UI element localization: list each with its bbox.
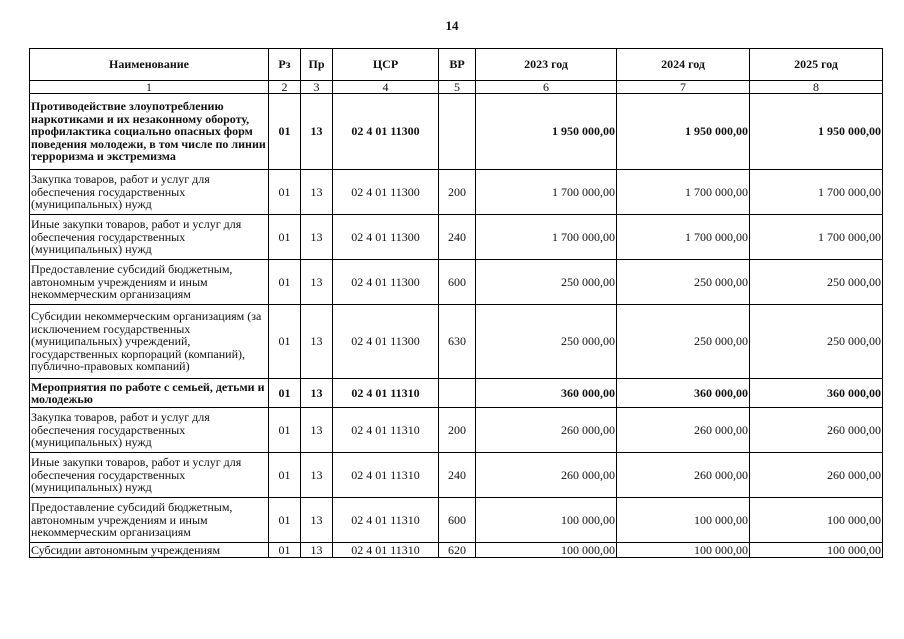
row-amount-2023: 260 000,00: [476, 408, 617, 453]
row-amount-2024: 1 700 000,00: [617, 215, 750, 260]
row-amount-2024: 260 000,00: [617, 453, 750, 498]
row-csr: 02 4 01 11310: [333, 408, 439, 453]
table-row: [30, 453, 883, 498]
table-row: [30, 170, 883, 215]
row-vr: 200: [439, 408, 476, 453]
row-rz: 01: [269, 305, 301, 379]
row-pr: 13: [301, 170, 333, 215]
row-rz: 01: [269, 543, 301, 558]
row-vr: 600: [439, 260, 476, 305]
table-row: [30, 260, 883, 305]
row-amount-2024: 250 000,00: [617, 260, 750, 305]
column-header-csr: ЦСР: [333, 49, 439, 81]
row-amount-2025: 360 000,00: [750, 379, 883, 408]
row-amount-2023: 1 950 000,00: [476, 94, 617, 170]
table-row: [30, 305, 883, 379]
row-csr: 02 4 01 11310: [333, 453, 439, 498]
column-number: 6: [476, 81, 617, 94]
column-number: 5: [439, 81, 476, 94]
row-amount-2023: 260 000,00: [476, 453, 617, 498]
row-vr: 240: [439, 215, 476, 260]
table-row: [30, 408, 883, 453]
row-amount-2023: 250 000,00: [476, 260, 617, 305]
row-name: Предоставление субсидий бюджетным, автономным учреждениям и иным некоммерческим организациям: [30, 260, 269, 305]
row-csr: 02 4 01 11300: [333, 305, 439, 379]
row-rz: 01: [269, 94, 301, 170]
row-amount-2025: 250 000,00: [750, 260, 883, 305]
column-header-2023: 2023 год: [476, 49, 617, 81]
row-amount-2024: 260 000,00: [617, 408, 750, 453]
row-name: Иные закупки товаров, работ и услуг для обеспечения государственных (муниципальных) нужд: [30, 215, 269, 260]
row-amount-2023: 100 000,00: [476, 543, 617, 558]
table-row: [30, 498, 883, 543]
row-csr: 02 4 01 11310: [333, 498, 439, 543]
row-amount-2025: 1 700 000,00: [750, 170, 883, 215]
row-amount-2025: 250 000,00: [750, 305, 883, 379]
row-amount-2025: 100 000,00: [750, 498, 883, 543]
column-header-rz: Рз: [269, 49, 301, 81]
row-vr: 600: [439, 498, 476, 543]
budget-table: [29, 48, 883, 558]
row-amount-2024: 100 000,00: [617, 543, 750, 558]
row-name: Предоставление субсидий бюджетным, автономным учреждениям и иным некоммерческим организациям: [30, 498, 269, 543]
row-rz: 01: [269, 498, 301, 543]
row-name: Иные закупки товаров, работ и услуг для обеспечения государственных (муниципальных) нужд: [30, 453, 269, 498]
row-vr: 240: [439, 453, 476, 498]
row-pr: 13: [301, 408, 333, 453]
column-header-pr: Пр: [301, 49, 333, 81]
row-rz: 01: [269, 379, 301, 408]
row-pr: 13: [301, 379, 333, 408]
column-number: 4: [333, 81, 439, 94]
row-name: Противодействие злоупотреблению наркотиками и их незаконному обороту, профилактика социально опасных форм поведения молодежи, в том числе по линии терроризма и экстремизма: [30, 94, 269, 170]
column-number: 7: [617, 81, 750, 94]
row-rz: 01: [269, 170, 301, 215]
row-vr: 620: [439, 543, 476, 558]
row-name: Субсидии автономным учреждениям: [30, 543, 269, 558]
column-header-2025: 2025 год: [750, 49, 883, 81]
row-vr: 200: [439, 170, 476, 215]
row-vr: 630: [439, 305, 476, 379]
row-csr: 02 4 01 11310: [333, 379, 439, 408]
column-header-name: Наименование: [30, 49, 269, 81]
row-csr: 02 4 01 11300: [333, 170, 439, 215]
row-csr: 02 4 01 11310: [333, 543, 439, 558]
row-amount-2025: 1 700 000,00: [750, 215, 883, 260]
row-rz: 01: [269, 260, 301, 305]
row-name: Субсидии некоммерческим организациям (за исключением государственных (муниципальных) учреждений, государственных корпораций (компаний), публично-правовых компаний): [30, 305, 269, 379]
table-row: [30, 215, 883, 260]
column-header-vr: ВР: [439, 49, 476, 81]
row-amount-2025: 100 000,00: [750, 543, 883, 558]
row-rz: 01: [269, 453, 301, 498]
row-amount-2023: 1 700 000,00: [476, 170, 617, 215]
page-number: 14: [445, 18, 459, 33]
row-name: Закупка товаров, работ и услуг для обеспечения государственных (муниципальных) нужд: [30, 170, 269, 215]
row-rz: 01: [269, 215, 301, 260]
row-name: Закупка товаров, работ и услуг для обеспечения государственных (муниципальных) нужд: [30, 408, 269, 453]
row-pr: 13: [301, 94, 333, 170]
row-pr: 13: [301, 215, 333, 260]
row-amount-2025: 1 950 000,00: [750, 94, 883, 170]
table-row: [30, 379, 883, 408]
row-csr: 02 4 01 11300: [333, 94, 439, 170]
table-row: [30, 543, 883, 558]
table-body: [30, 94, 883, 558]
row-rz: 01: [269, 408, 301, 453]
column-number: 3: [301, 81, 333, 94]
row-amount-2024: 1 700 000,00: [617, 170, 750, 215]
row-amount-2025: 260 000,00: [750, 408, 883, 453]
row-amount-2023: 100 000,00: [476, 498, 617, 543]
row-csr: 02 4 01 11300: [333, 215, 439, 260]
column-number: 2: [269, 81, 301, 94]
row-pr: 13: [301, 305, 333, 379]
row-pr: 13: [301, 498, 333, 543]
column-number-row: [30, 81, 883, 94]
column-number: 1: [30, 81, 269, 94]
row-amount-2024: 100 000,00: [617, 498, 750, 543]
row-amount-2023: 1 700 000,00: [476, 215, 617, 260]
row-amount-2025: 260 000,00: [750, 453, 883, 498]
row-amount-2023: 360 000,00: [476, 379, 617, 408]
row-pr: 13: [301, 260, 333, 305]
row-amount-2024: 250 000,00: [617, 305, 750, 379]
table-row: [30, 94, 883, 170]
row-amount-2024: 360 000,00: [617, 379, 750, 408]
header-row: [30, 49, 883, 81]
row-name: Мероприятия по работе с семьей, детьми и молодежью: [30, 379, 269, 408]
column-number: 8: [750, 81, 883, 94]
column-header-2024: 2024 год: [617, 49, 750, 81]
row-pr: 13: [301, 453, 333, 498]
row-amount-2023: 250 000,00: [476, 305, 617, 379]
row-amount-2024: 1 950 000,00: [617, 94, 750, 170]
row-vr: [439, 94, 476, 170]
row-csr: 02 4 01 11300: [333, 260, 439, 305]
row-pr: 13: [301, 543, 333, 558]
row-vr: [439, 379, 476, 408]
